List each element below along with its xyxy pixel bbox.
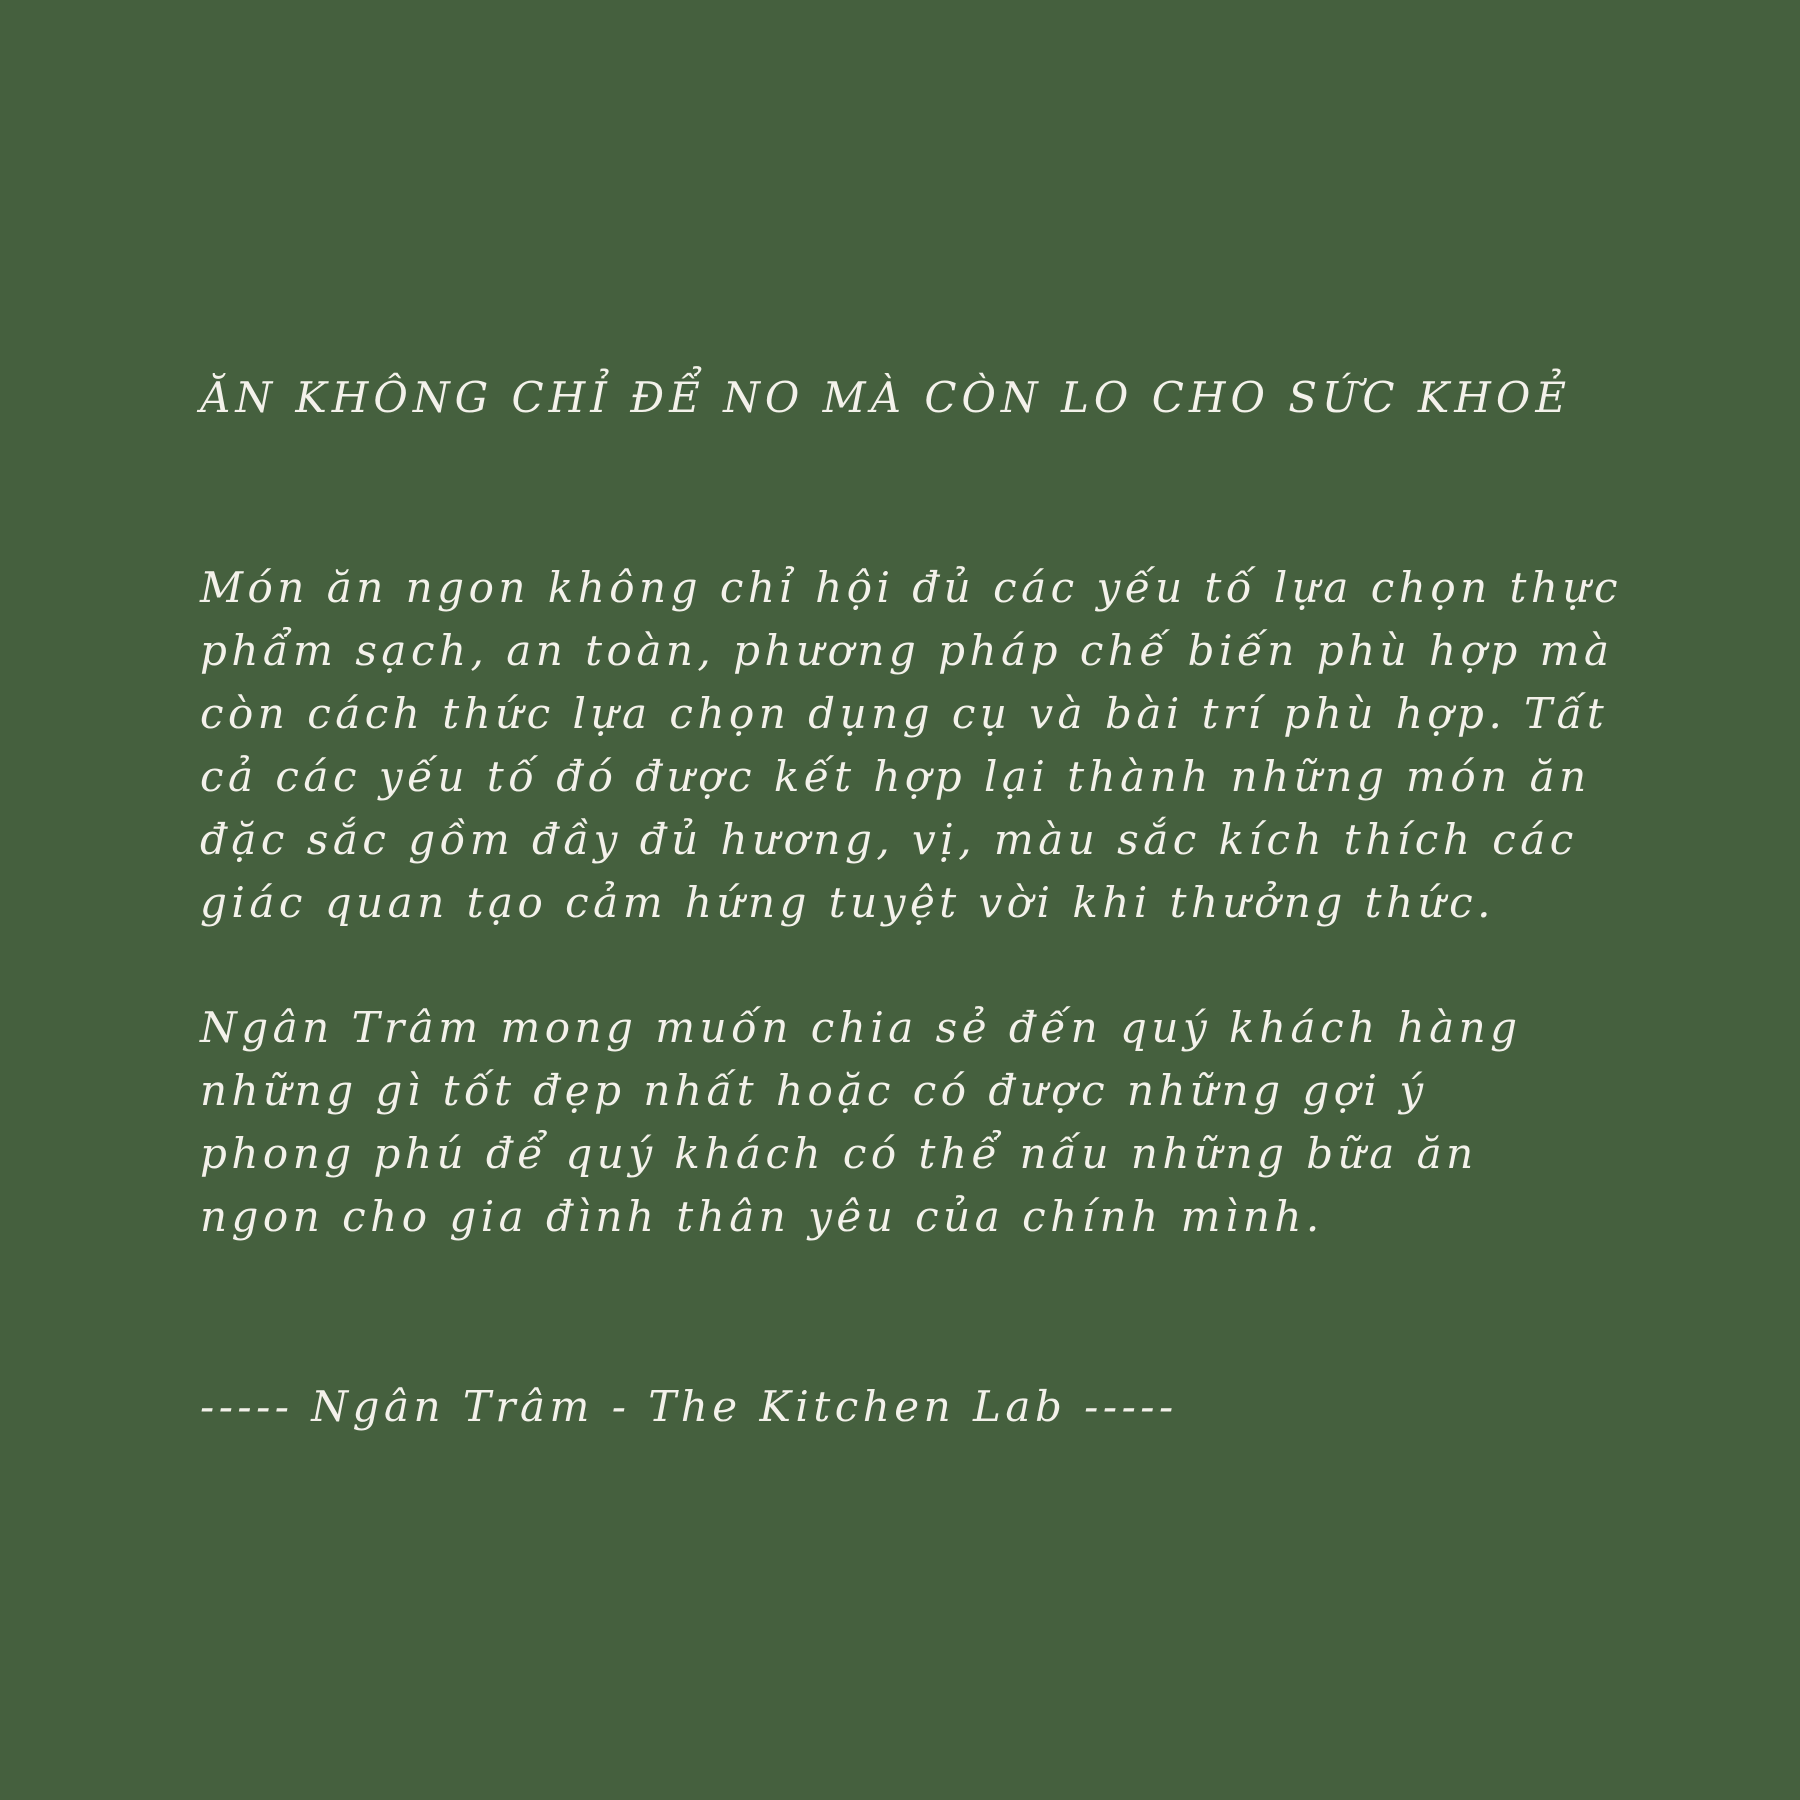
paragraph-line: ngon cho gia đình thân yêu của chính mình. <box>200 1192 1324 1241</box>
page-title: ĂN KHÔNG CHỈ ĐỂ NO MÀ CÒN LO CHO SỨC KHOẺ <box>200 373 1571 422</box>
paragraph-line: đặc sắc gồm đầy đủ hương, vị, màu sắc kích thích các <box>200 815 1578 864</box>
paragraph-line: cả các yếu tố đó được kết hợp lại thành những món ăn <box>200 752 1591 801</box>
paragraph-line: phẩm sạch, an toàn, phương pháp chế biến phù hợp mà <box>200 626 1614 675</box>
paragraph-line: còn cách thức lựa chọn dụng cụ và bài trí phù hợp. Tất <box>200 689 1609 738</box>
paragraph-line: giác quan tạo cảm hứng tuyệt vời khi thưởng thức. <box>200 878 1496 927</box>
signature: ----- Ngân Trâm - The Kitchen Lab ----- <box>200 1382 1178 1431</box>
intro-paragraph <box>200 556 1623 934</box>
paragraph-line: Ngân Trâm mong muốn chia sẻ đến quý khách hàng <box>200 1003 1522 1052</box>
paragraph-line: Món ăn ngon không chỉ hội đủ các yếu tố lựa chọn thực <box>200 563 1623 612</box>
paragraph-line: những gì tốt đẹp nhất hoặc có được những gợi ý <box>200 1066 1428 1115</box>
paragraph-line: phong phú để quý khách có thể nấu những bữa ăn <box>200 1129 1478 1178</box>
mission-paragraph <box>200 996 1620 1248</box>
